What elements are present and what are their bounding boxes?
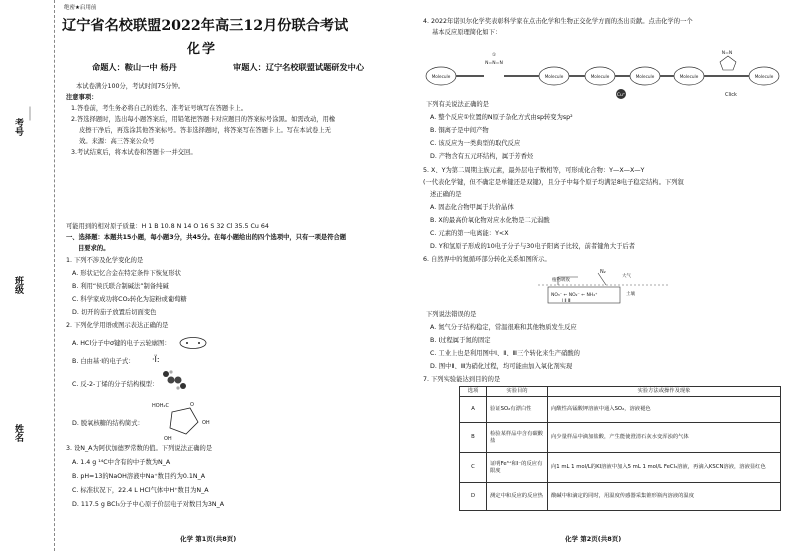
table-row	[460, 397, 781, 423]
table-cell: 酸碱中和滴定的同时，用温度传感器采集锥形瓶内溶液的温度	[548, 483, 781, 511]
diagram-molecule-3: Molecule	[590, 74, 610, 79]
subject-title: 化学	[187, 42, 218, 57]
table-cell: 验证SO₂有漂白性	[487, 397, 548, 423]
reviewer: 审题人：辽宁名校联盟试题研发中心	[233, 62, 365, 72]
q5-option-d: D. Y和氢原子形成的10电子分子与30电子阳离子比较，前者键角大于后者	[430, 243, 636, 250]
q4-option-a: A. 整个反应①位置的N原子杂化方式由sp转变为sp²	[430, 114, 573, 121]
left-footer: 化学 第1页(共8页)	[180, 535, 237, 543]
table-cell: 测定中和反应的反应热	[487, 483, 548, 511]
table-header: 选项	[460, 387, 487, 397]
table-cell: B	[460, 423, 487, 453]
q6-sub-stem: 下列说法错误的是	[426, 311, 477, 318]
svg-text:Cu⁺: Cu⁺	[616, 93, 626, 98]
q2-option-a: A. HCl分子中σ键的电子云轮廓图：	[72, 340, 171, 347]
q2-option-d: D. 脱氧核糖的结构简式：	[72, 420, 144, 427]
name-label: 姓名	[13, 424, 23, 442]
diagram-molecule-2: Molecule	[544, 74, 564, 79]
q5-option-c: C. 元素的第一电离能：Y<X	[430, 230, 509, 237]
note-2-cont: 皮擦干净后，再选涂其他答案标号。答非选择题时，将答案写在答题卡上。写在本试卷上无	[79, 127, 331, 134]
q2-option-c: C. 反-2-丁烯的分子结构模型：	[72, 381, 159, 388]
atmosphere-label: 大气	[622, 274, 631, 279]
click-label: Click	[725, 92, 737, 98]
svg-text:①: ①	[491, 53, 497, 58]
iodine-electron-dot: ·Ï:	[152, 355, 160, 364]
butene-model-figure	[160, 368, 188, 392]
note-2-cont-2: 效。来源：高三答案公众号	[79, 138, 155, 145]
q7-table	[459, 386, 781, 511]
table-cell: 证明Fe³⁺和I⁻的反应有限度	[487, 453, 548, 483]
nitrogen-chain-label: NO₃⁻ ← NO₂⁻ ← NH₄⁺	[551, 293, 598, 298]
svg-text:HOH₂C: HOH₂C	[152, 403, 169, 409]
sigma-bond-cloud-figure	[178, 336, 208, 350]
svg-text:OH: OH	[202, 420, 210, 426]
q1-stem: 1. 下列不涉及化学变化的是	[66, 257, 144, 264]
table-cell: 向酸性高锰酸钾溶液中通入SO₂，溶液褪色	[548, 397, 781, 423]
roman-label: Ⅰ Ⅱ Ⅲ	[562, 298, 571, 303]
table-row	[460, 453, 781, 483]
q1-option-a: A. 形状记忆合金在特定条件下恢复形状	[72, 270, 181, 277]
table-header: 实验方法或操作及现象	[548, 387, 781, 397]
exam-title: 辽宁省名校联盟2022年高三12月份联合考试	[62, 18, 349, 34]
q5-option-a: A. 固态化合物甲属于共价晶体	[430, 204, 514, 211]
q4-sub-stem: 下列有关说法正确的是	[426, 101, 489, 108]
svg-text:N=N=N: N=N=N	[485, 61, 503, 66]
diagram-molecule-1: Molecule	[431, 74, 451, 79]
section-title: 一、选择题：本题共15小题，每小题3分，共45分。在每小题给出的四个选项中，只有一项是符合题	[66, 234, 347, 241]
table-cell: 检验某样品中含有碳酸盐	[487, 423, 548, 453]
q6-stem: 6. 自然界中的氮循环部分转化关系如图所示。	[423, 256, 551, 263]
table-cell: 向1 mL 1 mol/L的KI溶液中加入5 mL 1 mol/L FeCl₃溶液，再滴入KSCN溶液，溶液显红色	[548, 453, 781, 483]
q6-option-a: A. 氮气分子结构稳定，常温很难和其他物质发生反应	[430, 324, 577, 331]
deoxyribose-structure-figure	[150, 398, 220, 442]
q3-option-c: C. 标准状况下，22.4 L HCl气体中H⁺数目为N_A	[72, 487, 209, 494]
binding-line	[54, 0, 55, 551]
q3-option-d: D. 117.5 g BCl₃分子中心原子价层电子对数目为3N_A	[72, 501, 225, 508]
table-row	[460, 483, 781, 511]
q3-option-b: B. pH=13的NaOH溶液中Na⁺数目约为0.1N_A	[72, 473, 206, 480]
q4-stem: 4. 2022年诺贝尔化学奖表彰科学家在点击化学和生物正交化学方面的杰出贡献。点击化学的一个	[423, 18, 693, 25]
table-cell: C	[460, 453, 487, 483]
table-cell: 向少量样品中滴加盐酸，产生能使澄清石灰水变浑浊的气体	[548, 423, 781, 453]
exam-info: 本试卷满分100分，考试时间75分钟。	[76, 83, 185, 90]
q6-option-c: C. 工业上也是利用图中Ⅰ、Ⅱ、Ⅲ三个转化来生产硝酸的	[430, 350, 580, 357]
q4-option-c: C. 该反应为一类典型的取代反应	[430, 140, 521, 147]
q4-option-d: D. 产物含有五元环结构，属于芳香烃	[430, 153, 534, 160]
atomic-masses: 可能用到的相对原子质量：H 1 B 10.8 N 14 O 16 S 32 Cl 35.5 Cu 64	[66, 223, 269, 230]
q5-line-1: 5. X、Y为第二周期主族元素，最外层电子数相等，可形成化合物：Y—X—X—Y	[423, 167, 645, 174]
proposer: 命题人：鞍山一中 杨丹	[92, 62, 177, 72]
right-footer: 化学 第2页(共8页)	[565, 535, 622, 543]
diagram-molecule-4: Molecule	[635, 74, 655, 79]
note-3: 3.考试结束后，将本试卷和答题卡一并交回。	[71, 149, 197, 156]
q1-option-b: B. 利用“侯氏联合制碱法”制备纯碱	[72, 283, 169, 290]
secret-label: 绝密★启用前	[64, 5, 97, 11]
svg-text:N=N: N=N	[721, 51, 733, 56]
q2-stem: 2. 下列化学用语或图示表达正确的是	[66, 322, 169, 329]
diagram-molecule-5: Molecule	[679, 74, 699, 79]
table-row	[460, 423, 781, 453]
q5-option-b: B. X的最高价氧化物对应水化物是二元弱酸	[430, 217, 550, 224]
q1-option-d: D. 切开的茄子放置后切面变色	[72, 309, 157, 316]
svg-text:O: O	[190, 402, 194, 408]
nitrogen-cycle-diagram	[538, 265, 668, 307]
n2-label: N₂	[600, 269, 606, 275]
q6-option-d: D. 图中Ⅱ、Ⅲ为硝化过程，均可能由加入氧化剂实现	[430, 363, 573, 370]
q5-line-2: (一代表化学键，但不确定是单键还是双键)，且分子中每个原子均满足8电子稳定结构。下列叙	[423, 179, 684, 186]
q3-stem: 3. 设N_A为阿伏加德罗常数的值。下列说法正确的是	[66, 445, 213, 452]
q4-option-b: B. 铜离子是中间产物	[430, 127, 489, 134]
svg-text:OH: OH	[164, 436, 172, 442]
table-cell: A	[460, 397, 487, 423]
table-header: 实验目的	[487, 387, 548, 397]
fill-line	[30, 107, 31, 121]
q3-option-a: A. 1.4 g ¹⁴C中含有的中子数为N_A	[72, 459, 171, 466]
q2-option-b: B. 白由基·I的电子式：	[72, 358, 135, 365]
q6-option-b: B. Ⅰ过程属于氮的固定	[430, 337, 491, 344]
q4-stem-cont: 基本反应原理简化如下：	[432, 29, 502, 36]
note-2: 2.答选择题时，选出每小题答案后，用铅笔把答题卡对应题目的答案标号涂黑。如需改动，用橡	[71, 116, 336, 123]
note-1: 1.答卷前，考生务必将自己的姓名、准考证号填写在答题卡上。	[71, 105, 248, 112]
table-header-row	[460, 387, 781, 397]
diagram-molecule-6: Molecule	[754, 74, 774, 79]
notes-title: 注意事项：	[66, 94, 98, 101]
q1-option-c: C. 科学家成功将CO₂转化为淀粉或葡萄糖	[72, 296, 187, 303]
section-title-cont: 目要求的。	[78, 245, 110, 252]
table-cell: D	[460, 483, 487, 511]
plant-absorb-label: 植物吸收	[552, 278, 570, 283]
soil-label: 土壤	[626, 292, 635, 297]
q7-stem: 7. 下列实验能达到目的的是	[423, 376, 501, 383]
q5-line-3: 述正确的是	[430, 191, 462, 198]
exam-number-label: 考号	[13, 118, 23, 136]
click-reaction-diagram	[424, 42, 782, 100]
class-label: 班级	[13, 276, 23, 294]
